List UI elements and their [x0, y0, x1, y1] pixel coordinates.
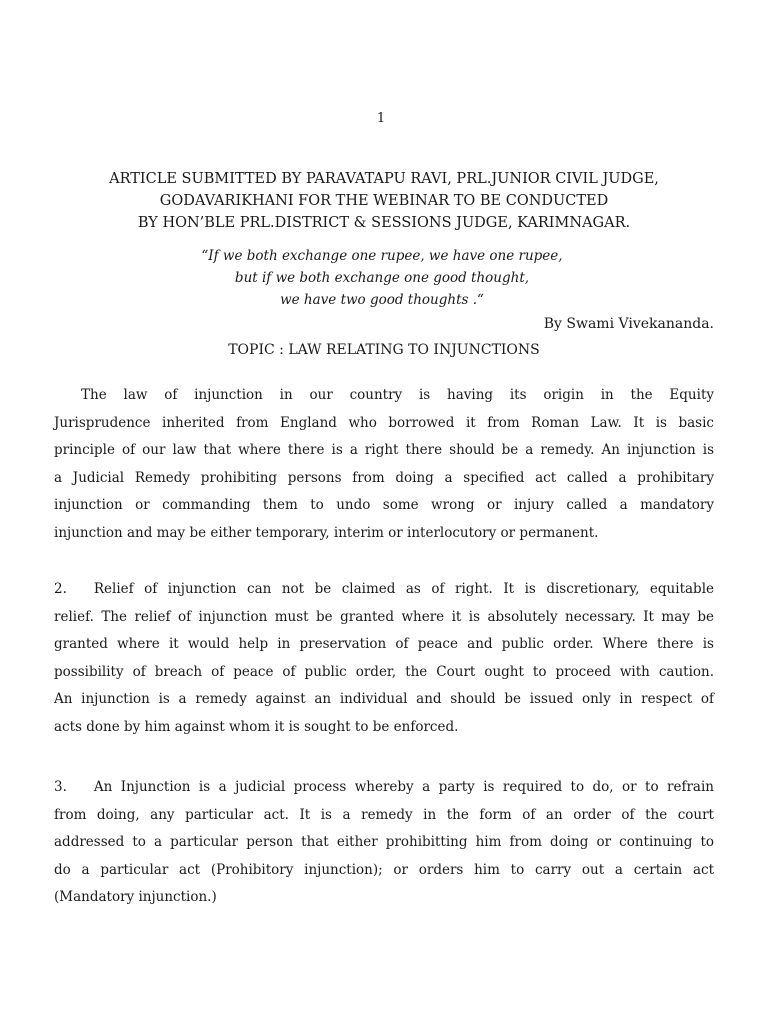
body-paragraph — [54, 382, 714, 548]
title-line: GODAVARIKHANI FOR THE WEBINAR TO BE CONDUCTED — [159, 193, 609, 209]
quote-attribution: By Swami Vivekananda. — [543, 316, 714, 332]
page-number: 1 — [376, 111, 386, 126]
quote-line: “If we both exchange one rupee, we have one rupee, — [201, 248, 563, 264]
paragraph-line: a Judicial Remedy prohibiting persons from doing a specified act called a prohibitary — [54, 469, 714, 486]
body-paragraph — [54, 576, 714, 742]
paragraph-line: do a particular act (Prohibitory injunction); or orders him to carry out a certain act — [54, 861, 714, 878]
paragraph-line: relief. The relief of injunction must be granted where it is absolutely necessary. It may be — [54, 608, 714, 625]
paragraph-line: The law of injunction in our country is having its origin in the Equity — [54, 387, 714, 403]
title-line: BY HON’BLE PRL.DISTRICT & SESSIONS JUDGE, KARIMNAGAR. — [137, 215, 631, 231]
paragraph-line: injunction or commanding them to undo some wrong or injury called a mandatory — [54, 497, 714, 514]
article-title — [0, 168, 768, 234]
quote-line: but if we both exchange one good thought, — [234, 270, 530, 286]
paragraph-line: from doing, any particular act. It is a remedy in the form of an order of the court — [54, 806, 714, 823]
paragraph-line: granted where it would help in preservation of peace and public order. Where there is — [54, 636, 714, 653]
paragraph-line: injunction and may be either temporary, interim or interlocutory or permanent. — [54, 524, 599, 541]
epigraph-quote — [0, 245, 764, 311]
paragraph-line: acts done by him against whom it is sought to be enforced. — [54, 718, 459, 735]
paragraph-line: addressed to a particular person that either prohibitting him from doing or continuing to — [54, 834, 714, 851]
paragraph-line: principle of our law that where there is a right there should be a remedy. An injunction is — [54, 442, 714, 459]
paragraph-line: 3. An Injunction is a judicial process whereby a party is required to do, or to refrain — [54, 779, 714, 795]
paragraph-line: Jurisprudence inherited from England who borrowed it from Roman Law. It is basic — [54, 414, 714, 431]
paragraph-line: An injunction is a remedy against an individual and should be issued only in respect of — [54, 691, 714, 708]
paragraph-line: (Mandatory injunction.) — [54, 889, 217, 906]
paragraph-line: 2. Relief of injunction can not be claimed as of right. It is discretionary, equitable — [54, 581, 714, 597]
topic-heading: TOPIC : LAW RELATING TO INJUNCTIONS — [228, 342, 540, 358]
paragraph-line: possibility of breach of peace of public order, the Court ought to proceed with caution. — [54, 663, 714, 680]
body-paragraph — [54, 774, 714, 912]
quote-line: we have two good thoughts .“ — [280, 292, 484, 308]
title-line: ARTICLE SUBMITTED BY PARAVATAPU RAVI, PRL.JUNIOR CIVIL JUDGE, — [109, 171, 659, 187]
